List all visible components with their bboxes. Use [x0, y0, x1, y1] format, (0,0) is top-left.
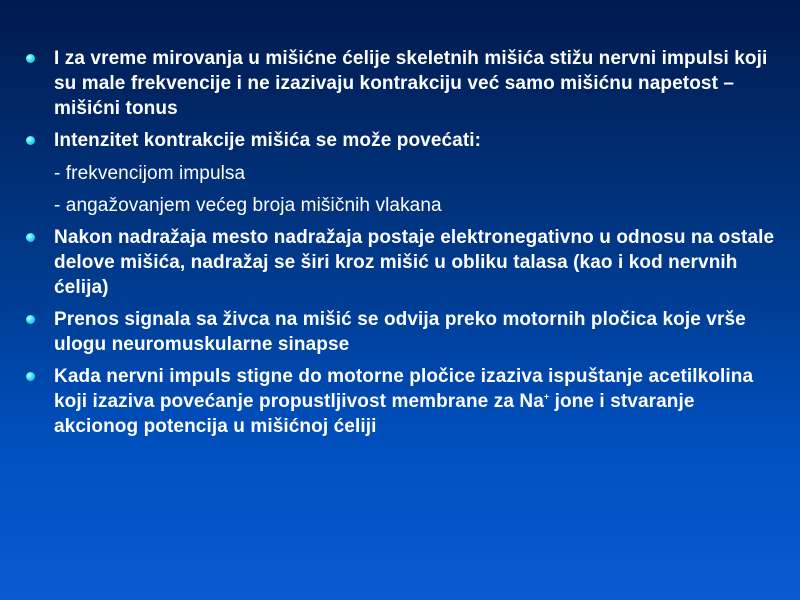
- bullet-item-contraction-intensity: [22, 128, 782, 154]
- bullet-item-excitation-spread: [22, 225, 782, 300]
- bullet-icon: [22, 225, 54, 251]
- bullet-text-part: Kada nervni impuls stigne do motorne pločice izaziva ispuštanje acetilkolina koji izaziva povećanje propustljivost membrane za Na: [54, 366, 754, 412]
- bullet-text: Nakon nadražaja mesto nadražaja postaje elektronegativno u odnosu na ostale delove mišića, nadražaj se širi kroz mišić u obliku talasa (kao i kod nervnih ćelija): [54, 227, 775, 298]
- bullet-text-part: jone i stvaranje akcionog potencija u mišićnoj ćeliji: [54, 391, 695, 437]
- sub-item-fiber-recruitment: [22, 193, 782, 218]
- sub-item-text: - angažovanjem većeg broja mišičnih vlakana: [54, 195, 442, 216]
- bullet-text: [54, 364, 782, 439]
- sodium-charge-superscript: +: [543, 391, 550, 402]
- bullet-list: [22, 46, 782, 446]
- bullet-item-motor-plate: [22, 307, 782, 357]
- bullet-icon: [22, 364, 54, 390]
- bullet-text: I za vreme mirovanja u mišićne ćelije skeletnih mišića stižu nervni impulsi koji su male frekvencije i ne izazivaju kontrakciju već samo mišićnu napetost – mišićni tonus: [54, 48, 768, 119]
- sub-item-impulse-frequency: [22, 161, 782, 186]
- bullet-item-acetylcholine: [22, 364, 782, 439]
- bullet-item-muscle-tone: [22, 46, 782, 121]
- bullet-icon: [22, 46, 54, 72]
- sub-item-text: - frekvencijom impulsa: [54, 163, 246, 184]
- bullet-text: Prenos signala sa živca na mišić se odvija preko motornih pločica koje vrše ulogu neuromuskularne sinapse: [54, 309, 746, 355]
- bullet-icon: [22, 307, 54, 333]
- bullet-icon: [22, 128, 54, 154]
- bullet-text: Intenzitet kontrakcije mišića se može povećati:: [54, 130, 482, 151]
